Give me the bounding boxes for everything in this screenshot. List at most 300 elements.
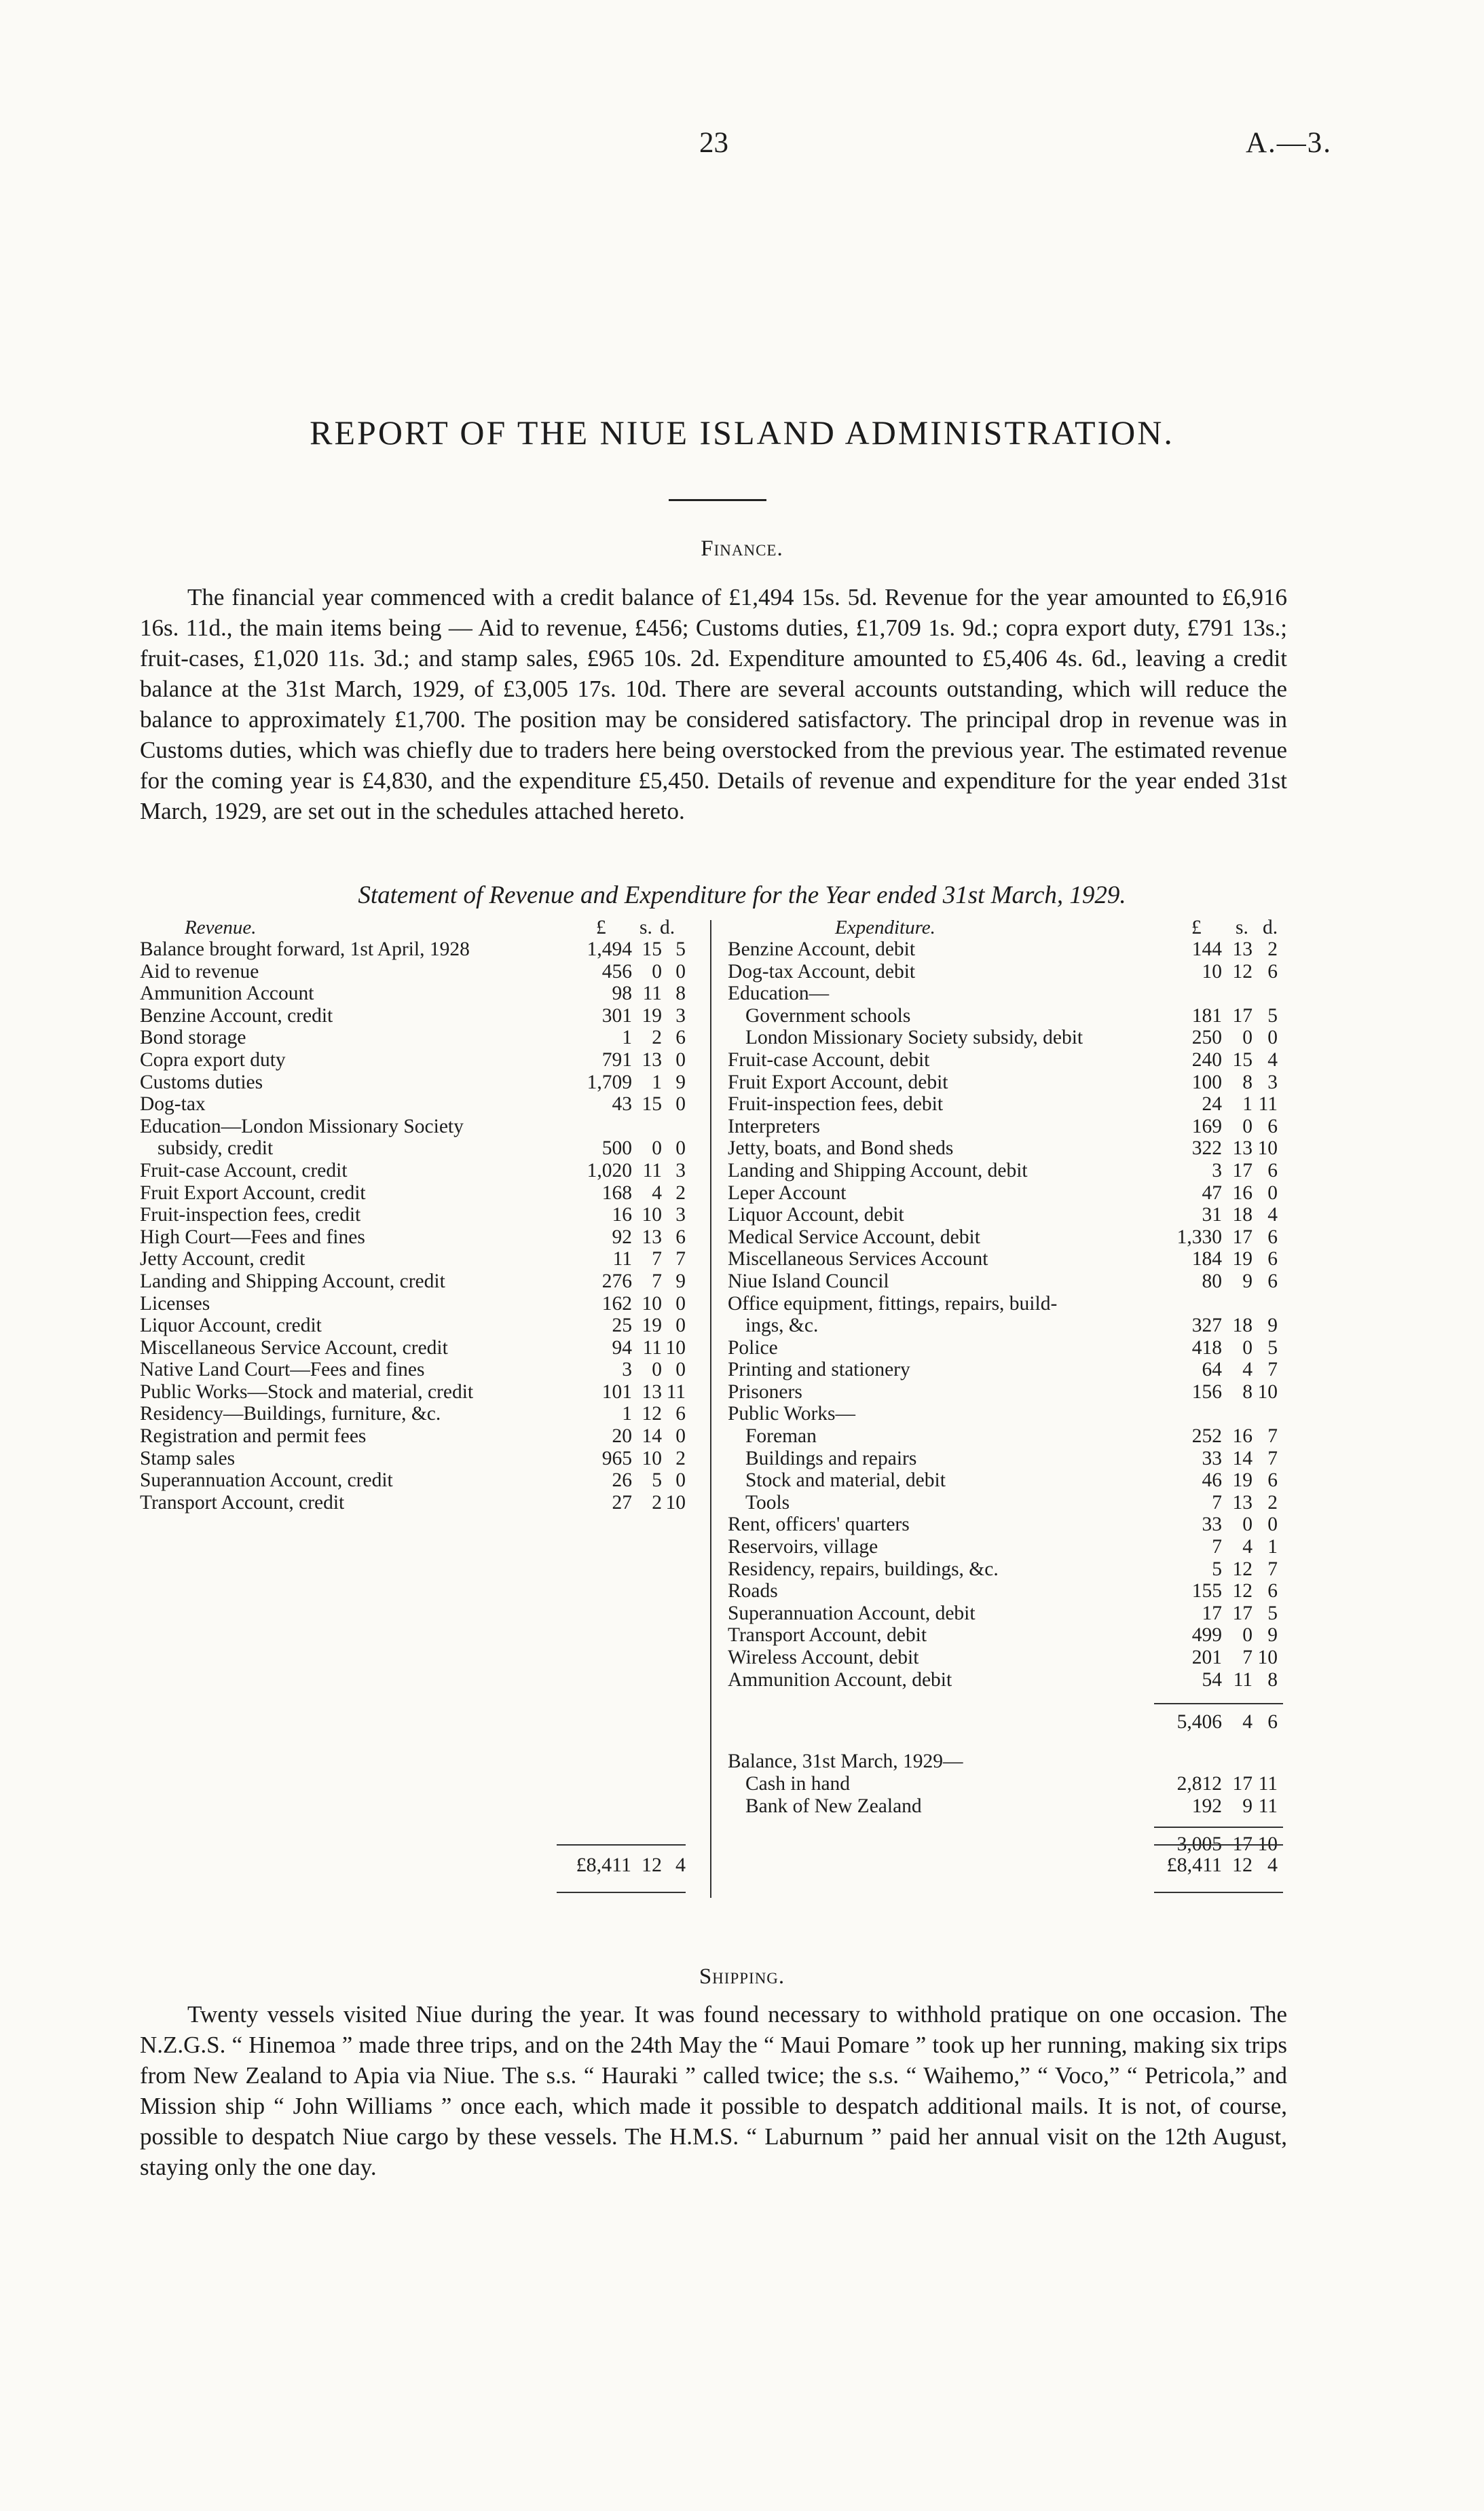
balance-amount-shillings: 9: [1242, 1795, 1253, 1817]
expenditure-label: Medical Service Account, debit: [728, 1226, 980, 1248]
revenue-amount-pence: 6: [675, 1403, 686, 1425]
revenue-amount-pounds: 276: [601, 1270, 632, 1292]
revenue-label: Ammunition Account: [140, 983, 314, 1005]
expenditure-label: Niue Island Council: [728, 1270, 889, 1292]
revenue-amount-pence: 5: [675, 938, 686, 960]
expenditure-total-pounds: £8,411: [1166, 1854, 1222, 1876]
expenditure-label: Tools: [745, 1491, 790, 1514]
expenditure-amount-shillings: 17: [1232, 1004, 1253, 1027]
expenditure-label: Police: [728, 1336, 778, 1359]
revenue-label: Fruit-case Account, credit: [140, 1159, 348, 1181]
expenditure-amount-shillings: 1: [1242, 1093, 1253, 1116]
expenditure-amount-pence: 7: [1267, 1425, 1278, 1448]
revenue-row: [140, 1315, 686, 1337]
revenue-amount-pence: 0: [675, 1093, 686, 1116]
expenditure-amount-pounds: 169: [1191, 1115, 1222, 1137]
revenue-amount-pence: 9: [675, 1270, 686, 1292]
expenditure-amount-pence: 10: [1257, 1380, 1278, 1403]
expenditure-label: ings, &c.: [745, 1315, 819, 1337]
subtotal-shillings: 4: [1242, 1711, 1253, 1733]
expenditure-label: Fruit Export Account, debit: [728, 1071, 948, 1093]
expenditure-row: [728, 1270, 1284, 1293]
expenditure-row: [728, 1337, 1284, 1359]
revenue-amount-shillings: 12: [642, 1403, 662, 1425]
balance-row: [728, 1795, 1284, 1818]
revenue-total-underline: [557, 1892, 686, 1893]
pound-header: £: [1191, 917, 1202, 938]
expenditure-amount-pence: 4: [1267, 1204, 1278, 1226]
expenditure-label: Printing and stationery: [728, 1359, 910, 1381]
finance-paragraph: [140, 582, 1287, 826]
expenditure-label: Fruit-case Account, debit: [728, 1048, 930, 1071]
expenditure-amount-pence: 9: [1267, 1624, 1278, 1647]
expenditure-amount-shillings: 12: [1232, 1580, 1253, 1602]
expenditure-amount-pence: 6: [1267, 1226, 1278, 1248]
revenue-row: [140, 938, 686, 961]
expenditure-row: [728, 1580, 1284, 1602]
revenue-label: Superannuation Account, credit: [140, 1469, 393, 1492]
balance-amount-pounds: 2,812: [1176, 1773, 1222, 1795]
revenue-amount-shillings: 0: [652, 1137, 662, 1160]
expenditure-row: [728, 1602, 1284, 1625]
revenue-amount-pounds: 11: [612, 1248, 632, 1270]
revenue-amount-pounds: 92: [612, 1226, 632, 1248]
revenue-amount-pence: 0: [675, 1315, 686, 1337]
revenue-amount-shillings: 13: [642, 1380, 662, 1403]
expenditure-row: [728, 1226, 1284, 1249]
revenue-amount-shillings: 13: [642, 1226, 662, 1248]
expenditure-amount-pounds: 54: [1202, 1668, 1222, 1691]
expenditure-row: [728, 1315, 1284, 1337]
expenditure-label: Benzine Account, debit: [728, 938, 916, 960]
expenditure-label: Landing and Shipping Account, debit: [728, 1159, 1028, 1181]
expenditure-row: [728, 1492, 1284, 1514]
expenditure-row: [728, 1624, 1284, 1647]
expenditure-label: Buildings and repairs: [745, 1447, 917, 1469]
revenue-amount-pence: 10: [665, 1336, 686, 1359]
revenue-label: Jetty Account, credit: [140, 1248, 305, 1270]
expenditure-amount-shillings: 12: [1232, 960, 1253, 983]
revenue-total-rule: [557, 1844, 686, 1846]
expenditure-amount-pence: 9: [1267, 1315, 1278, 1337]
pence-header: d.: [1263, 917, 1278, 938]
expenditure-amount-pounds: 100: [1191, 1071, 1222, 1093]
revenue-amount-pence: 2: [675, 1181, 686, 1204]
revenue-amount-shillings: 1: [652, 1071, 662, 1093]
document-reference: A.—3.: [1246, 127, 1333, 159]
revenue-label: subsidy, credit: [157, 1137, 274, 1160]
revenue-amount-shillings: 15: [642, 938, 662, 960]
revenue-label: Public Works—Stock and material, credit: [140, 1380, 474, 1403]
expenditure-amount-pounds: 7: [1212, 1491, 1222, 1514]
revenue-amount-shillings: 11: [642, 1159, 662, 1181]
revenue-amount-shillings: 14: [642, 1425, 662, 1448]
expenditure-amount-shillings: 19: [1232, 1469, 1253, 1492]
revenue-amount-pence: 8: [675, 983, 686, 1005]
expenditure-amount-pence: 2: [1267, 938, 1278, 960]
expenditure-amount-pence: 5: [1267, 1602, 1278, 1624]
expenditure-amount-pounds: 418: [1191, 1336, 1222, 1359]
expenditure-amount-shillings: 11: [1233, 1668, 1253, 1691]
revenue-amount-pounds: 20: [612, 1425, 632, 1448]
expenditure-amount-shillings: 8: [1242, 1071, 1253, 1093]
revenue-row: [140, 1380, 686, 1404]
revenue-total-pounds: £8,411: [576, 1854, 631, 1876]
expenditure-label: Jetty, boats, and Bond sheds: [728, 1137, 954, 1160]
revenue-amount-pence: 0: [675, 1048, 686, 1071]
expenditure-amount-pounds: 17: [1202, 1602, 1222, 1624]
expenditure-row: [728, 1669, 1284, 1691]
expenditure-amount-shillings: 17: [1232, 1159, 1253, 1181]
expenditure-label: Foreman: [745, 1425, 817, 1448]
revenue-amount-pounds: 3: [622, 1359, 632, 1381]
expenditure-amount-shillings: 12: [1232, 1558, 1253, 1580]
expenditure-total-underline: [1154, 1892, 1283, 1893]
expenditure-amount-pounds: 499: [1191, 1624, 1222, 1647]
expenditure-amount-pounds: 46: [1202, 1469, 1222, 1492]
balance-amount-shillings: 17: [1232, 1773, 1253, 1795]
expenditure-amount-shillings: 4: [1242, 1359, 1253, 1381]
revenue-amount-pounds: 500: [601, 1137, 632, 1160]
expenditure-label: Reservoirs, village: [728, 1536, 878, 1558]
revenue-amount-pence: 2: [675, 1447, 686, 1469]
expenditure-amount-pence: 7: [1267, 1558, 1278, 1580]
expenditure-amount-shillings: 17: [1232, 1602, 1253, 1624]
expenditure-amount-pence: 0: [1267, 1514, 1278, 1536]
revenue-heading: Revenue.: [185, 917, 257, 938]
expenditure-amount-pounds: 201: [1191, 1647, 1222, 1668]
expenditure-amount-pence: 7: [1267, 1447, 1278, 1469]
expenditure-amount-pence: 6: [1267, 960, 1278, 983]
revenue-row: [140, 1425, 686, 1448]
revenue-row: [140, 1336, 686, 1359]
revenue-amount-pounds: 101: [601, 1380, 632, 1403]
balance-amount-pounds: 192: [1191, 1795, 1222, 1817]
revenue-row: [140, 1447, 686, 1470]
expenditure-amount-pounds: 3: [1212, 1159, 1222, 1181]
expenditure-row: [728, 1469, 1284, 1492]
shilling-header: s.: [639, 917, 652, 938]
revenue-amount-pence: 0: [675, 1137, 686, 1160]
expenditure-label: Transport Account, debit: [728, 1624, 927, 1647]
expenditure-amount-pence: 7: [1267, 1359, 1278, 1381]
revenue-label: High Court—Fees and fines: [140, 1226, 365, 1248]
revenue-amount-pounds: 26: [612, 1469, 632, 1492]
revenue-row: [140, 1027, 686, 1049]
revenue-amount-pence: 0: [675, 1359, 686, 1381]
expenditure-row: [728, 1359, 1284, 1381]
revenue-row: [140, 1226, 686, 1249]
revenue-label: Transport Account, credit: [140, 1491, 345, 1514]
revenue-amount-pounds: 43: [612, 1093, 632, 1116]
revenue-amount-pence: 6: [675, 1027, 686, 1049]
revenue-row: [140, 983, 686, 1005]
revenue-row: [140, 1137, 686, 1160]
expenditure-subtotal-rule: [1154, 1703, 1283, 1704]
revenue-label: Education—London Missionary Society: [140, 1115, 464, 1137]
revenue-row: [140, 960, 686, 983]
balance-heading: Balance, 31st March, 1929—: [728, 1751, 963, 1772]
revenue-amount-pounds: 98: [612, 983, 632, 1005]
revenue-amount-pence: 0: [675, 1469, 686, 1492]
revenue-label: Aid to revenue: [140, 960, 259, 983]
expenditure-total-pence: 4: [1267, 1854, 1278, 1876]
expenditure-amount-shillings: 0: [1242, 1115, 1253, 1137]
expenditure-row: [728, 1027, 1284, 1049]
revenue-total-shillings: 12: [642, 1854, 662, 1876]
expenditure-row: [728, 1647, 1284, 1669]
expenditure-label: Leper Account: [728, 1181, 847, 1204]
revenue-row: [140, 1116, 683, 1138]
balance-row: [728, 1773, 1284, 1795]
expenditure-label: Government schools: [745, 1004, 911, 1027]
expenditure-amount-pence: 5: [1267, 1004, 1278, 1027]
expenditure-label: Ammunition Account, debit: [728, 1668, 952, 1691]
revenue-label: Benzine Account, credit: [140, 1004, 333, 1027]
expenditure-amount-pence: 10: [1257, 1647, 1278, 1668]
revenue-amount-shillings: 0: [652, 1359, 662, 1381]
revenue-amount-pounds: 456: [601, 960, 632, 983]
balance-total-rule: [1154, 1827, 1283, 1828]
revenue-row: [140, 1469, 686, 1492]
revenue-label: Liquor Account, credit: [140, 1315, 322, 1337]
expenditure-amount-pounds: 64: [1202, 1359, 1222, 1381]
revenue-amount-shillings: 10: [642, 1447, 662, 1469]
expenditure-row: [728, 1536, 1284, 1558]
revenue-amount-shillings: 11: [642, 983, 662, 1005]
expenditure-label: London Missionary Society subsidy, debit: [745, 1027, 1083, 1049]
expenditure-amount-pounds: 156: [1191, 1380, 1222, 1403]
expenditure-row: [728, 1514, 1284, 1536]
expenditure-amount-shillings: 0: [1242, 1514, 1253, 1536]
revenue-amount-shillings: 7: [652, 1248, 662, 1270]
revenue-amount-pounds: 94: [612, 1336, 632, 1359]
shilling-header: s.: [1236, 917, 1248, 938]
revenue-amount-pence: 7: [675, 1248, 686, 1270]
revenue-amount-shillings: 10: [642, 1204, 662, 1226]
expenditure-label: Stock and material, debit: [745, 1469, 946, 1492]
revenue-amount-pence: 10: [665, 1491, 686, 1514]
balance-total-pounds: 3,005: [1176, 1833, 1222, 1855]
expenditure-amount-pounds: 181: [1191, 1004, 1222, 1027]
revenue-amount-shillings: 7: [652, 1270, 662, 1292]
revenue-amount-shillings: 10: [642, 1292, 662, 1315]
expenditure-row: [728, 1558, 1284, 1581]
expenditure-amount-pence: 5: [1267, 1336, 1278, 1359]
column-divider: [710, 920, 711, 1898]
revenue-amount-shillings: 19: [642, 1004, 662, 1027]
revenue-amount-pounds: 168: [601, 1181, 632, 1204]
expenditure-row: [728, 1248, 1284, 1270]
expenditure-row: [728, 1293, 1284, 1315]
revenue-row: [140, 1093, 686, 1116]
revenue-amount-pence: 0: [675, 1425, 686, 1448]
expenditure-heading: Expenditure.: [835, 917, 935, 938]
expenditure-amount-pence: 6: [1267, 1115, 1278, 1137]
statement-title: Statement of Revenue and Expenditure for the Year ended 31st March, 1929.: [358, 881, 1126, 909]
expenditure-amount-pence: 10: [1257, 1137, 1278, 1160]
expenditure-amount-pounds: 31: [1202, 1204, 1222, 1226]
expenditure-amount-pounds: 252: [1191, 1425, 1222, 1448]
expenditure-label: Wireless Account, debit: [728, 1647, 919, 1668]
expenditure-amount-pence: 6: [1267, 1469, 1278, 1492]
expenditure-label: Public Works—: [728, 1403, 856, 1425]
expenditure-amount-pounds: 5: [1212, 1558, 1222, 1580]
finance-text: The financial year commenced with a credit balance of £1,494 15s. 5d. Revenue for the year amounted to £6,916 16s. 11d., the main items being — Aid to revenue, £456; Customs duties, £1,709 1s. 9d.; copra export duty, £791 13s.; fruit-cases, £1,020 11s. 3d.; and stamp sales, £965 10s. 2d. Expenditure amounted to £5,406 4s. 6d., leaving a credit balance at the 31st March, 1929, of £3,005 17s. 10d. There are several accounts outstanding, which will reduce the balance to approximately £1,700. The position may be considered satisfactory. The principal drop in revenue was in Customs duties, which was chiefly due to traders here being overstocked from the previous year. The estimated revenue for the coming year is £4,830, and the expenditure £5,450. Details of revenue and expenditure for the year ended 31st March, 1929, are set out in the schedules attached hereto.: [140, 584, 1287, 824]
revenue-table: [140, 938, 686, 1514]
expenditure-label: Liquor Account, debit: [728, 1204, 904, 1226]
revenue-amount-pounds: 791: [601, 1048, 632, 1071]
expenditure-amount-shillings: 13: [1232, 938, 1253, 960]
balance-label: Cash in hand: [745, 1773, 851, 1795]
expenditure-amount-pounds: 7: [1212, 1536, 1222, 1558]
revenue-amount-pounds: 25: [612, 1315, 632, 1337]
revenue-amount-pounds: 162: [601, 1292, 632, 1315]
revenue-label: Native Land Court—Fees and fines: [140, 1359, 425, 1381]
revenue-row: [140, 1048, 686, 1071]
expenditure-amount-shillings: 0: [1242, 1027, 1253, 1049]
revenue-amount-pence: 3: [675, 1159, 686, 1181]
expenditure-row: [728, 1204, 1284, 1226]
revenue-amount-pounds: 1,709: [587, 1071, 632, 1093]
revenue-label: Stamp sales: [140, 1447, 236, 1469]
expenditure-amount-pounds: 250: [1191, 1027, 1222, 1049]
expenditure-amount-pence: 6: [1267, 1580, 1278, 1602]
revenue-amount-pounds: 1: [622, 1027, 632, 1049]
balance-amount-pence: 11: [1258, 1795, 1278, 1817]
expenditure-amount-shillings: 19: [1232, 1248, 1253, 1270]
expenditure-row: [728, 1049, 1284, 1071]
expenditure-amount-shillings: 17: [1232, 1226, 1253, 1248]
expenditure-amount-shillings: 0: [1242, 1624, 1253, 1647]
expenditure-amount-shillings: 13: [1232, 1137, 1253, 1160]
expenditure-label: Office equipment, fittings, repairs, build-: [728, 1292, 1058, 1315]
expenditure-total-rule: [1154, 1844, 1283, 1846]
expenditure-amount-shillings: 15: [1232, 1048, 1253, 1071]
revenue-amount-pounds: 27: [612, 1491, 632, 1514]
revenue-amount-pence: 11: [666, 1380, 686, 1403]
expenditure-amount-shillings: 16: [1232, 1181, 1253, 1204]
shipping-paragraph: [140, 1999, 1287, 2182]
expenditure-amount-shillings: 16: [1232, 1425, 1253, 1448]
expenditure-row: [728, 1116, 1284, 1138]
expenditure-row: [728, 1005, 1284, 1027]
revenue-label: Residency—Buildings, furniture, &c.: [140, 1403, 441, 1425]
expenditure-label: Miscellaneous Services Account: [728, 1248, 988, 1270]
expenditure-label: Rent, officers' quarters: [728, 1514, 910, 1536]
expenditure-amount-shillings: 14: [1232, 1447, 1253, 1469]
expenditure-amount-shillings: 0: [1242, 1336, 1253, 1359]
expenditure-amount-pounds: 144: [1191, 938, 1222, 960]
revenue-amount-shillings: 4: [652, 1181, 662, 1204]
expenditure-amount-pounds: 1,330: [1176, 1226, 1222, 1248]
expenditure-amount-pounds: 33: [1202, 1447, 1222, 1469]
expenditure-total-shillings: 12: [1232, 1854, 1253, 1876]
expenditure-row: [728, 938, 1284, 961]
expenditure-row: [728, 983, 1284, 1005]
expenditure-amount-pence: 11: [1258, 1093, 1278, 1116]
expenditure-amount-shillings: 4: [1242, 1536, 1253, 1558]
revenue-row: [140, 1403, 686, 1425]
expenditure-amount-pence: 0: [1267, 1181, 1278, 1204]
expenditure-label: Dog-tax Account, debit: [728, 960, 916, 983]
revenue-amount-pence: 6: [675, 1226, 686, 1248]
subtotal-pounds: 5,406: [1176, 1711, 1222, 1733]
revenue-row: [140, 1159, 686, 1182]
revenue-row: [140, 1181, 686, 1205]
balance-table: [728, 1773, 1284, 1817]
revenue-label: Fruit-inspection fees, credit: [140, 1204, 361, 1226]
revenue-label: Fruit Export Account, credit: [140, 1181, 366, 1204]
expenditure-label: Education—: [728, 983, 830, 1005]
pence-header: d.: [660, 917, 675, 938]
expenditure-amount-pounds: 184: [1191, 1248, 1222, 1270]
expenditure-amount-pounds: 80: [1202, 1270, 1222, 1292]
shipping-heading: Shipping.: [699, 1964, 785, 1989]
revenue-amount-shillings: 2: [652, 1491, 662, 1514]
expenditure-amount-pence: 6: [1267, 1270, 1278, 1292]
revenue-row: [140, 1204, 686, 1226]
revenue-total-pence: 4: [675, 1854, 686, 1876]
balance-amount-pence: 11: [1258, 1773, 1278, 1795]
expenditure-amount-pounds: 155: [1191, 1580, 1222, 1602]
expenditure-amount-pounds: 322: [1191, 1137, 1222, 1160]
revenue-label: Dog-tax: [140, 1093, 206, 1116]
shipping-text: Twenty vessels visited Niue during the year. It was found necessary to withhold pratique on one occasion. The N.Z.G.S. “ Hinemoa ” made three trips, and on the 24th May the “ Maui Pomare ” took up her running, making six trips from New Zealand to Apia via Niue. The s.s. “ Hauraki ” called twice; the s.s. “ Waihemo,” “ Voco,” “ Petricola,” and Mission ship “ John Williams ” once each, which made it possible to despatch additional mails. It is not, of course, possible to despatch Niue cargo by these vessels. The H.M.S. “ Laburnum ” paid her annual visit on the 12th August, staying only the one day.: [140, 2001, 1287, 2180]
expenditure-label: Superannuation Account, debit: [728, 1602, 976, 1624]
expenditure-amount-pence: 1: [1267, 1536, 1278, 1558]
expenditure-amount-pence: 0: [1267, 1027, 1278, 1049]
expenditure-amount-shillings: 13: [1232, 1491, 1253, 1514]
revenue-label: Miscellaneous Service Account, credit: [140, 1336, 448, 1359]
revenue-amount-shillings: 15: [642, 1093, 662, 1116]
revenue-amount-pounds: 965: [601, 1447, 632, 1469]
balance-total-pence: 10: [1257, 1833, 1278, 1855]
balance-total-shillings: 17: [1232, 1833, 1253, 1855]
expenditure-row: [728, 961, 1284, 983]
subtotal-pence: 6: [1267, 1711, 1278, 1733]
revenue-amount-pence: 9: [675, 1071, 686, 1093]
revenue-row: [140, 1071, 686, 1094]
revenue-amount-pounds: 301: [601, 1004, 632, 1027]
expenditure-table: [728, 938, 1284, 1691]
expenditure-amount-pounds: 10: [1202, 960, 1222, 983]
expenditure-amount-shillings: 18: [1232, 1315, 1253, 1337]
expenditure-amount-shillings: 7: [1242, 1647, 1253, 1668]
revenue-amount-pence: 0: [675, 960, 686, 983]
expenditure-row: [728, 1182, 1284, 1205]
revenue-row: [140, 1491, 686, 1514]
revenue-amount-pounds: 16: [612, 1204, 632, 1226]
revenue-amount-pounds: 1: [622, 1403, 632, 1425]
revenue-label: Registration and permit fees: [140, 1425, 367, 1448]
revenue-row: [140, 1292, 686, 1315]
title-divider: [669, 499, 766, 501]
revenue-amount-pounds: 1,494: [587, 938, 632, 960]
page-title: REPORT OF THE NIUE ISLAND ADMINISTRATION.: [310, 414, 1174, 452]
expenditure-label: Residency, repairs, buildings, &c.: [728, 1558, 999, 1580]
pound-header: £: [596, 917, 606, 938]
expenditure-row: [728, 1381, 1284, 1404]
expenditure-amount-pounds: 47: [1202, 1181, 1222, 1204]
revenue-amount-shillings: 13: [642, 1048, 662, 1071]
expenditure-amount-pence: 8: [1267, 1668, 1278, 1691]
revenue-amount-shillings: 11: [642, 1336, 662, 1359]
page-number: 23: [699, 127, 728, 159]
expenditure-row: [728, 1160, 1284, 1182]
expenditure-row: [728, 1137, 1284, 1160]
expenditure-row: [728, 1093, 1284, 1116]
